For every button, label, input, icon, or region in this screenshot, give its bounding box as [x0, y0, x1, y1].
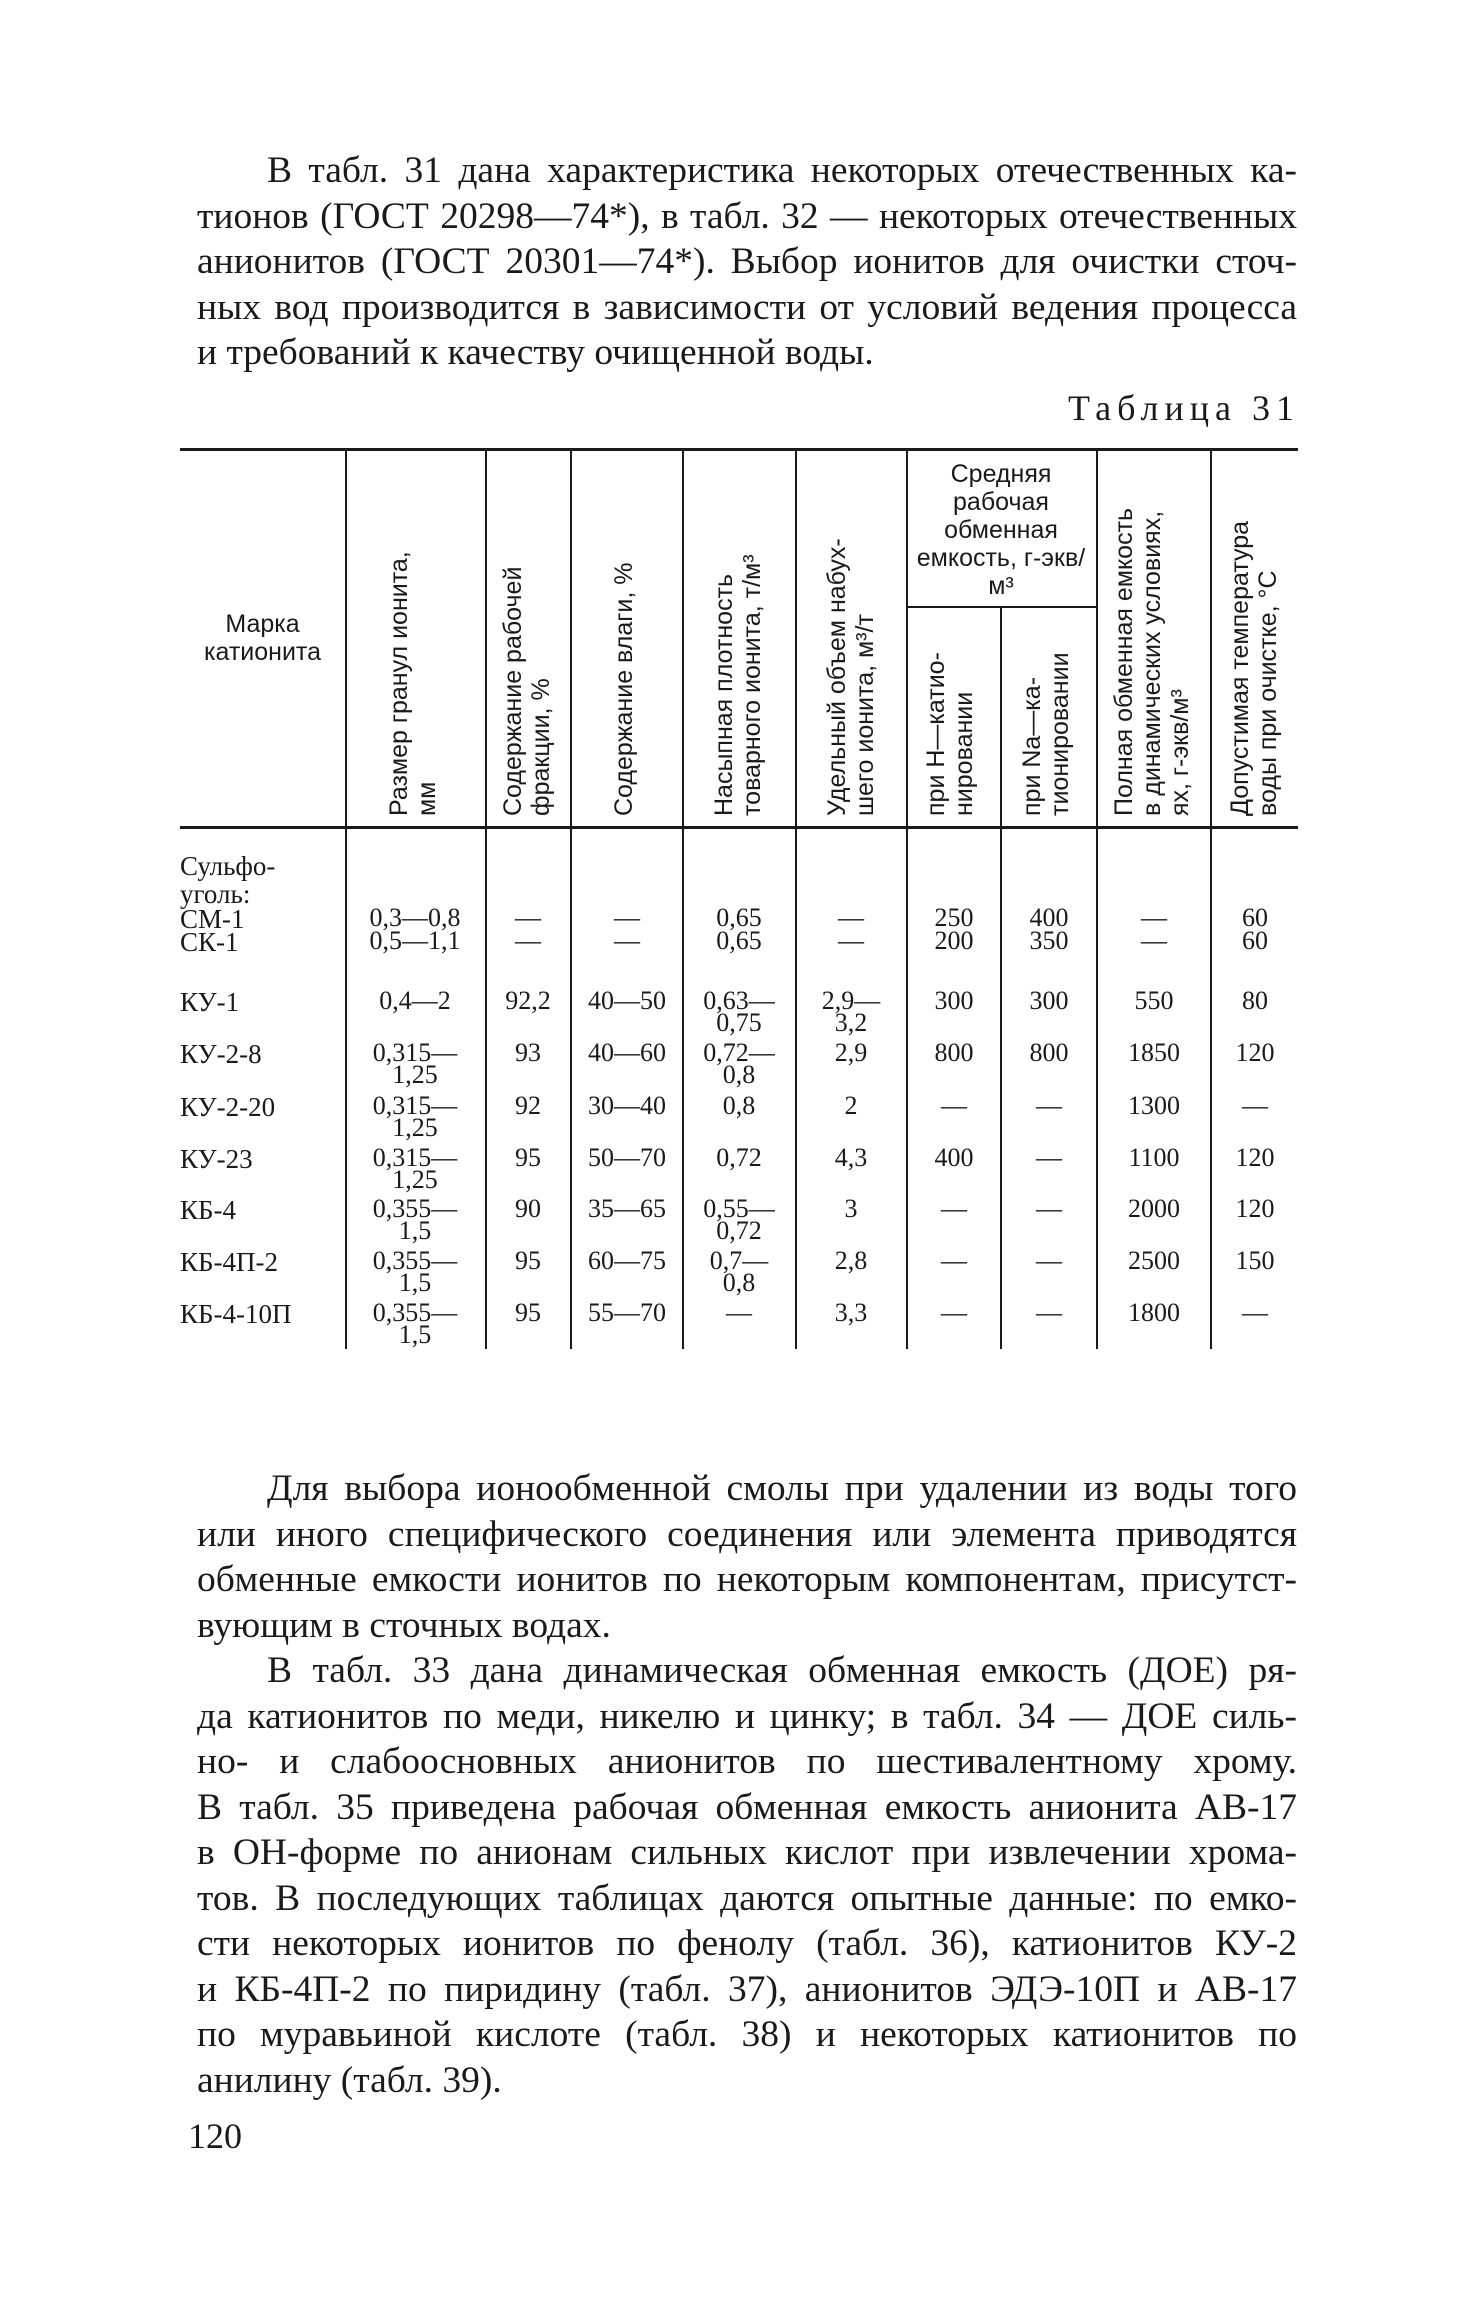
row-brand: КБ-4: [180, 1195, 237, 1225]
header-text-line: фракции, %: [527, 678, 555, 816]
cell-moisture: —: [614, 903, 640, 932]
cell-temp: 120: [1235, 1143, 1275, 1172]
text-line: и требований к качеству очищенной воды.: [197, 332, 874, 373]
cell-volume: 4,3: [834, 1143, 868, 1172]
header-na-cation: [1000, 608, 1096, 826]
cell-fraction: 92: [515, 1091, 541, 1120]
cell-moisture: 60—75: [588, 1246, 666, 1275]
cell-h: —: [941, 1194, 967, 1223]
header-text-line: шего ионита, м³/т: [851, 614, 879, 816]
header-text-line: мм: [413, 781, 441, 816]
cell-full: —: [1141, 926, 1167, 955]
row-brand: КУ-2-8: [180, 1039, 262, 1069]
text-line: анилину (табл. 39).: [197, 2059, 502, 2101]
cell-temp: 150: [1235, 1246, 1275, 1275]
cell-h: 200: [934, 926, 974, 955]
cell-volume: 2,8: [834, 1246, 868, 1275]
row-brand: СМ-1: [180, 904, 245, 934]
text-line: сти некоторых ионитов по фенолу (табл. 36), катионитов КУ-2: [197, 1923, 1297, 1964]
header-h-cation: [906, 608, 1000, 826]
group-label: Сульфо- уголь:: [180, 851, 276, 909]
cell-size: 0,355— 1,5: [372, 1194, 458, 1245]
cell-density: 0,72: [716, 1143, 762, 1172]
header-text-line: в динамических условиях,: [1138, 510, 1166, 816]
row-brand: КУ-23: [180, 1144, 253, 1174]
cell-moisture: 30—40: [588, 1091, 666, 1120]
cell-temp: 120: [1235, 1038, 1275, 1067]
header-brand: Марка катионита: [203, 610, 321, 666]
cell-na: —: [1036, 1298, 1062, 1327]
cell-size: 0,3—0,8: [369, 903, 461, 932]
cell-volume: 2,9— 3,2: [821, 986, 881, 1037]
cell-temp: 80: [1242, 986, 1268, 1015]
cell-volume: —: [838, 926, 864, 955]
cell-volume: 3,3: [834, 1298, 868, 1327]
cell-temp: 60: [1242, 926, 1268, 955]
cell-na: —: [1036, 1194, 1062, 1223]
cell-fraction: 95: [515, 1246, 541, 1275]
column-divider: [345, 829, 347, 1349]
header-text-line: товарного ионита, т/м³: [738, 554, 766, 816]
cell-full: —: [1141, 903, 1167, 932]
cell-moisture: —: [614, 926, 640, 955]
intro-paragraph: [197, 148, 1297, 376]
cell-na: —: [1036, 1246, 1062, 1275]
page-number: 120: [188, 2116, 242, 2156]
header-working-fraction: [485, 451, 570, 826]
header-text-line: нировании: [950, 691, 978, 816]
cell-size: 0,355— 1,5: [372, 1246, 458, 1297]
cell-size: 0,4—2: [379, 986, 451, 1015]
cell-temp: —: [1242, 1298, 1268, 1327]
cell-na: 350: [1029, 926, 1069, 955]
cell-h: 400: [934, 1143, 974, 1172]
header-text-line: Полная обменная емкость: [1110, 507, 1138, 816]
cell-volume: 3: [844, 1194, 858, 1223]
text-line: Для выбора ионообменной смолы при удалении из воды того: [267, 1468, 1297, 1509]
table-caption: Таблица 31: [1068, 388, 1300, 428]
cell-moisture: 40—60: [588, 1038, 666, 1067]
cell-density: 0,63— 0,75: [703, 986, 775, 1037]
cell-fraction: 95: [515, 1143, 541, 1172]
header-text-line: тионировании: [1046, 652, 1074, 816]
cell-full: 1300: [1128, 1091, 1180, 1120]
cell-na: 300: [1029, 986, 1069, 1015]
table-header-rule: [180, 826, 1298, 829]
row-brand: КБ-4П-2: [180, 1247, 278, 1277]
cell-full: 2000: [1128, 1194, 1180, 1223]
cell-size: 0,355— 1,5: [372, 1298, 458, 1349]
cell-temp: —: [1242, 1091, 1268, 1120]
text-line: по муравьиной кислоте (табл. 38) и некоторых катионитов по: [197, 2014, 1297, 2055]
cell-volume: 2,9: [834, 1038, 868, 1067]
cell-density: 0,7— 0,8: [709, 1246, 769, 1297]
cell-full: 1800: [1128, 1298, 1180, 1327]
cell-full: 550: [1134, 986, 1174, 1015]
text-line: в ОН-форме по анионам сильных кислот при извлечении хрома-: [197, 1832, 1297, 1873]
cell-h: —: [941, 1298, 967, 1327]
row-brand: КУ-2-20: [180, 1092, 276, 1122]
header-text-line: при Н—катио-: [922, 652, 950, 816]
header-granule-size: [345, 451, 485, 826]
cell-h: —: [941, 1091, 967, 1120]
header-text-line: Содержание рабочей: [499, 566, 527, 816]
text-line: но- и слабоосновных анионитов по шестивалентному хрому.: [197, 1741, 1297, 1782]
cell-fraction: —: [515, 903, 541, 932]
cell-size: 0,315— 1,25: [372, 1038, 458, 1089]
cell-density: 0,72— 0,8: [703, 1038, 775, 1089]
cell-moisture: 40—50: [588, 986, 666, 1015]
header-text-line: Содержание влаги, %: [610, 562, 638, 816]
row-brand: КУ-1: [180, 987, 240, 1017]
text-line: да катионитов по меди, никелю и цинку; в табл. 34 — ДОЕ силь-: [197, 1695, 1297, 1737]
cell-fraction: 92,2: [505, 986, 551, 1015]
header-max-temp: [1210, 451, 1298, 826]
text-line: обменные емкости ионитов по некоторым компонентам, присутст-: [197, 1559, 1297, 1600]
text-line: вующим в сточных водах.: [197, 1604, 611, 1646]
cell-size: 0,5—1,1: [369, 926, 461, 955]
header-text-line: воды при очистке, °С: [1254, 570, 1282, 816]
row-brand: СК-1: [180, 927, 239, 957]
row-brand: КБ-4-10П: [180, 1299, 292, 1329]
header-text-line: Размер гранул ионита,: [385, 551, 413, 816]
text-line: и КБ-4П-2 по пиридину (табл. 37), анионитов ЭДЭ-10П и АВ-17: [197, 1968, 1297, 2010]
text-line: ных вод производится в зависимости от условий ведения процесса: [197, 286, 1297, 328]
text-line: анионитов (ГОСТ 20301—74*). Выбор ионитов для очистки сточ-: [197, 241, 1297, 282]
header-text-line: при Na—ка-: [1018, 676, 1046, 816]
cell-density: —: [726, 1298, 752, 1327]
cell-density: 0,8: [722, 1091, 756, 1120]
header-text-line: ях, г-экв/м³: [1166, 689, 1194, 816]
cell-fraction: —: [515, 926, 541, 955]
cell-full: 2500: [1128, 1246, 1180, 1275]
cell-h: 800: [934, 1038, 974, 1067]
cell-density: 0,55— 0,72: [703, 1194, 775, 1245]
header-avg-capacity: Средняя рабочая обменная емкость, г-экв/м³: [916, 460, 1086, 600]
text-line: тов. В последующих таблицах даются опытные данные: по емко-: [197, 1877, 1297, 1919]
header-bulk-density: [682, 451, 795, 826]
header-moisture: [570, 451, 682, 826]
header-text-line: Удельный объем набух-: [823, 538, 851, 816]
text-line: тионов (ГОСТ 20298—74*), в табл. 32 — некоторых отечественных: [197, 195, 1297, 237]
cell-size: 0,315— 1,25: [372, 1143, 458, 1194]
text-line: или иного специфического соединения или элемента приводятся: [197, 1513, 1297, 1555]
header-specific-volume: [795, 451, 906, 826]
cell-density: 0,65: [716, 926, 762, 955]
paragraph-3: [197, 1648, 1297, 2103]
header-text-line: Насыпная плотность: [710, 573, 738, 816]
cell-full: 1850: [1128, 1038, 1180, 1067]
cell-na: —: [1036, 1091, 1062, 1120]
cell-h: —: [941, 1246, 967, 1275]
text-line: В табл. 33 дана динамическая обменная емкость (ДОЕ) ря-: [267, 1650, 1297, 1691]
cell-density: 0,65: [716, 903, 762, 932]
cell-temp: 60: [1242, 903, 1268, 932]
cell-volume: —: [838, 903, 864, 932]
header-full-capacity: [1096, 451, 1210, 826]
text-line: В табл. 31 дана характеристика некоторых отечественных ка-: [267, 150, 1297, 191]
cell-temp: 120: [1235, 1194, 1275, 1223]
header-text-line: Допустимая температура: [1226, 520, 1254, 816]
cell-volume: 2: [844, 1091, 858, 1120]
cell-full: 1100: [1128, 1143, 1180, 1172]
cell-moisture: 50—70: [588, 1143, 666, 1172]
paragraph-2: [197, 1466, 1297, 1648]
cell-h: 300: [934, 986, 974, 1015]
cell-fraction: 90: [515, 1194, 541, 1223]
cell-na: 800: [1029, 1038, 1069, 1067]
cell-h: 250: [934, 903, 974, 932]
cell-size: 0,315— 1,25: [372, 1091, 458, 1142]
cell-na: 400: [1029, 903, 1069, 932]
cell-fraction: 93: [515, 1038, 541, 1067]
cell-moisture: 55—70: [588, 1298, 666, 1327]
text-line: В табл. 35 приведена рабочая обменная емкость анионита АВ-17: [197, 1786, 1297, 1828]
cell-moisture: 35—65: [588, 1194, 666, 1223]
cell-fraction: 95: [515, 1298, 541, 1327]
cell-na: —: [1036, 1143, 1062, 1172]
